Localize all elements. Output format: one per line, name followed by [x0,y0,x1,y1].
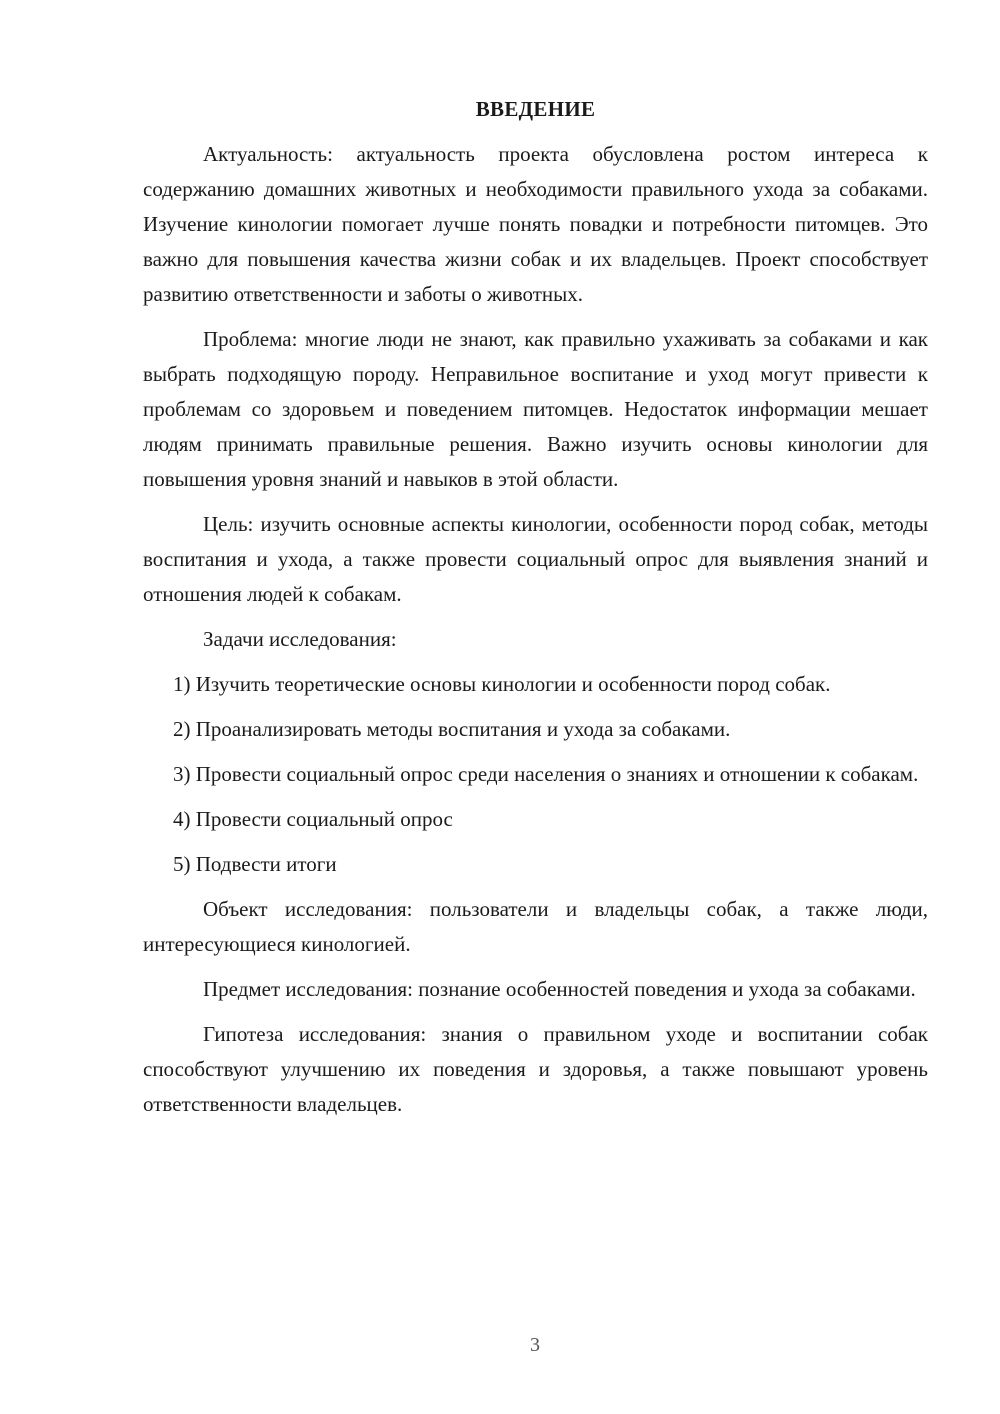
relevance-paragraph: Актуальность: актуальность проекта обусловлена ростом интереса к содержанию домашних животных и необходимости правильного ухода за собаками. Изучение кинологии помогает лучше понять повадки и потребности питомцев. Это важно для повышения качества жизни собак и их владельцев. Проект способствует развитию ответственности и заботы о животных. [143,142,928,306]
subject-paragraph: Предмет исследования: познание особенностей поведения и ухода за собаками. [203,977,916,1001]
task-item-3: 3) Провести социальный опрос среди населения о знаниях и отношении к собакам. [173,762,919,786]
task-item-2: 2) Проанализировать методы воспитания и ухода за собаками. [173,717,731,741]
goal-paragraph: Цель: изучить основные аспекты кинологии, особенности пород собак, методы воспитания и ухода, а также провести социальный опрос для выявления знаний и отношения людей к собакам. [143,512,928,606]
task-item-5: 5) Подвести итоги [173,852,337,876]
page-number: 3 [530,1334,540,1356]
tasks-title: Задачи исследования: [203,627,397,651]
task-item-1: 1) Изучить теоретические основы кинологии и особенности пород собак. [173,672,831,696]
problem-paragraph: Проблема: многие люди не знают, как правильно ухаживать за собаками и как выбрать подходящую породу. Неправильное воспитание и уход могут привести к проблемам со здоровьем и поведением питомцев. Недостаток информации мешает людям принимать правильные решения. Важно изучить основы кинологии для повышения уровня знаний и навыков в этой области. [143,327,928,491]
page-content [143,92,928,1132]
object-paragraph: Объект исследования: пользователи и владельцы собак, а также люди, интересующиеся кинологией. [143,897,928,956]
task-item-4: 4) Провести социальный опрос [173,807,453,831]
page-title: ВВЕДЕНИЕ [475,97,596,121]
hypothesis-paragraph: Гипотеза исследования: знания о правильном уходе и воспитании собак способствуют улучшению их поведения и здоровья, а также повышают уровень ответственности владельцев. [143,1022,928,1116]
